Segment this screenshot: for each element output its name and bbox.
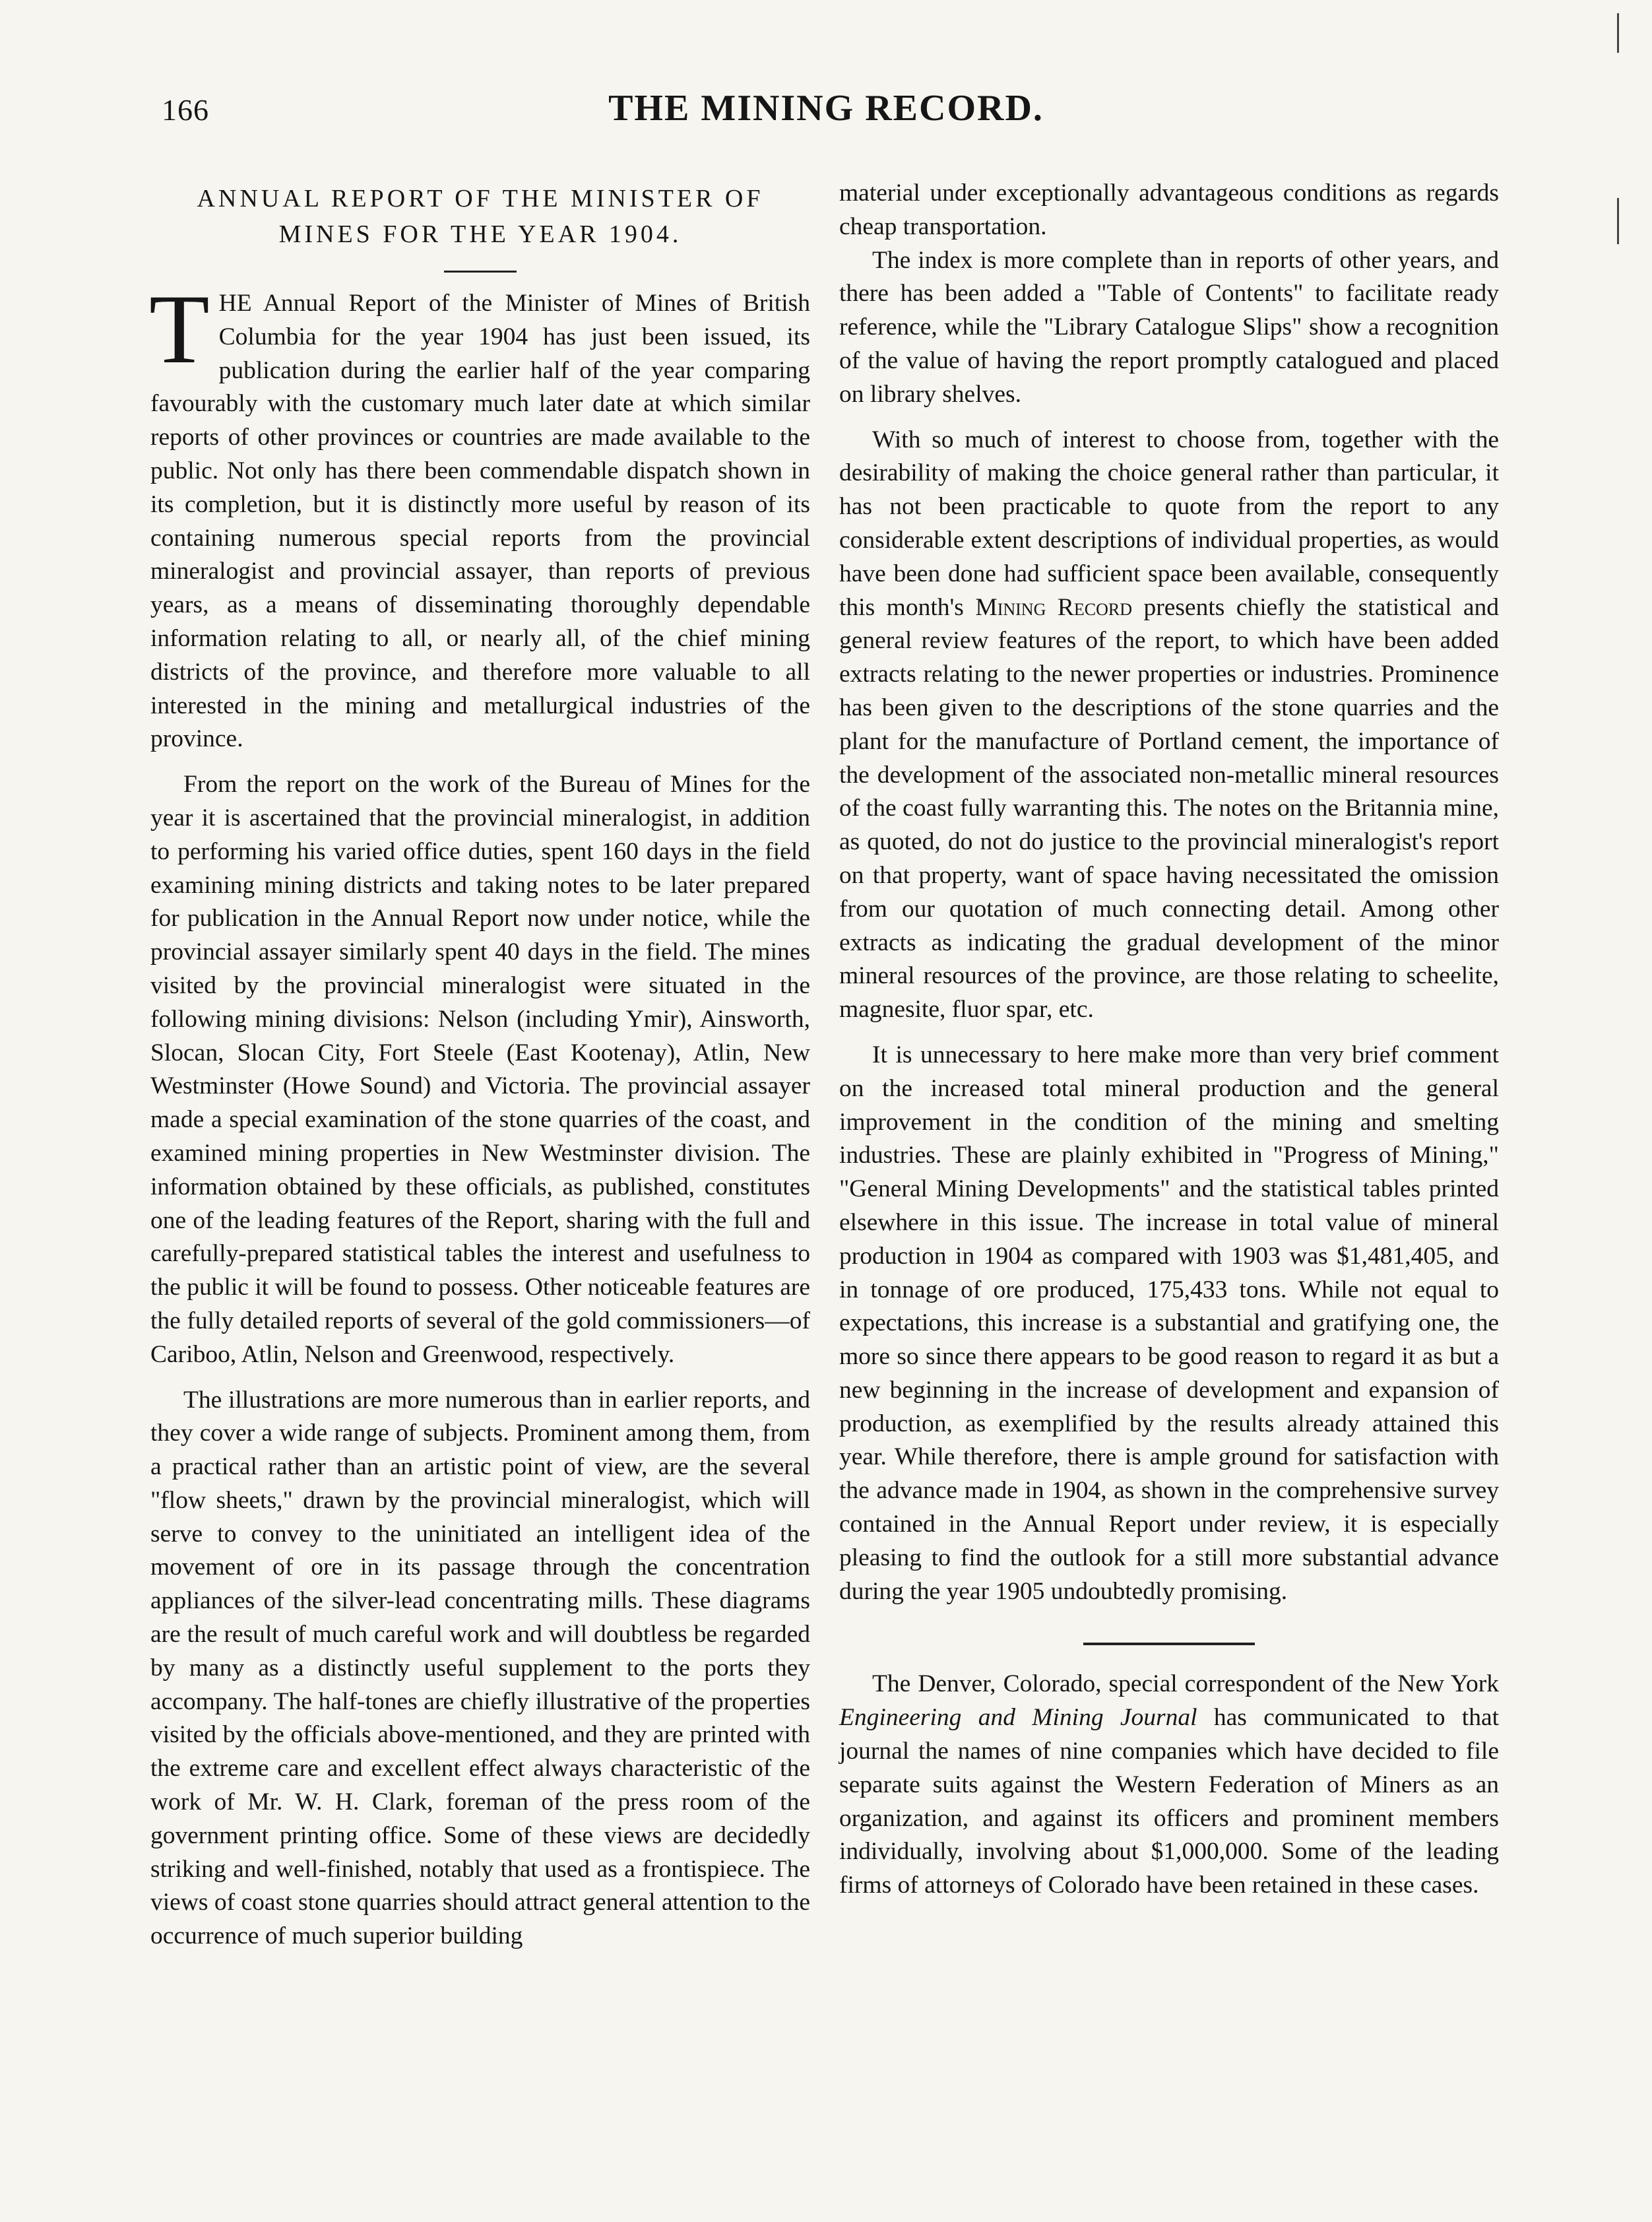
paragraph-6: It is unnecessary to here make more than very brief comment on the increased total mineral production and the general improvement in the condition of the mining and smelting industries. These are plainly exhibited in "Progress of Mining," "General Mining Developments" and the statistical tables printed elsewhere in this issue. The increase in total value of mineral production in 1904 as compared with 1903 was $1,481,405, and in tonnage of ore produced, 175,433 tons. While not equal to expectations, this increase is a substantial and gratifying one, the more so since there appears to be good reason to regard it as but a new beginning in the increase of development and expansion of production, as exemplified by the results already attained this year. While therefore, there is ample ground for satisfaction with the advance made in 1904, as shown in the comprehensive survey contained in the Annual Report under review, it is especially pleasing to find the outlook for a still more substantial advance during the year 1905 undoubtedly promising. [839, 1041, 1499, 1605]
paragraph-5-text-a: With so much of interest to choose from, together with the desirability of making the choice general rather than particular, it has not been practicable to quote from the report to any considerable extent descriptions of individual properties, as would have been done had sufficient space been available, consequently this month's [839, 426, 1499, 621]
right-column [839, 177, 1499, 1903]
note-text-a: The Denver, Colorado, special correspondent of the New York [872, 1670, 1499, 1698]
margin-mark-mid [1617, 198, 1619, 244]
section-divider [1083, 1643, 1255, 1645]
drop-cap: T [149, 275, 210, 384]
paragraph-1-text: HE Annual Report of the Minister of Mines of British Columbia for the year 1904 has just been issued, its publication during the earlier half of the year comparing favourably with the customary much later date at which similar reports of other provinces or countries are made available to the public. Not only has there been commendable dispatch shown in its completion, but it is distinctly more useful by reason of its containing numerous special reports from the provincial mineralogist and provincial assayer, than reports of previous years, as a means of disseminating thoroughly dependable information relating to all, or nearly all, of the chief mining districts of the province, and therefore more valuable to all interested in the mining and metallurgical industries of the province. [150, 290, 810, 753]
note-journal-name: Engineering and Mining Journal [839, 1704, 1197, 1732]
title-rule [444, 271, 517, 273]
paragraph-3: The illustrations are more numerous than in earlier reports, and they cover a wide range of subjects. Prominent among them, from a practical rather than an artistic point of view, are the several "flow sheets," drawn by the provincial mineralogist, which will serve to convey to the uninitiated an intelligent idea of the movement of ore in its passage through the concentration appliances of the silver-lead concentrating mills. These diagrams are the result of much careful work and will doubtless be regarded by many as a distinctly useful supplement to the ports they accompany. The half-tones are chiefly illustrative of the properties visited by the officials above-mentioned, and they are printed with the extreme care and excellent effect always characteristic of the work of Mr. W. H. Clark, foreman of the press room of the government printing office. Some of these views are decidedly striking and well-finished, notably that used as a frontispiece. The views of coast stone quarries should attract general attention to the occurrence of much superior building [150, 1386, 810, 1950]
left-column [150, 177, 810, 1953]
note-text-b: has communicated to that journal the names of nine companies which have decided to file separate suits against the Western Federation of Miners as an organization, and against its officers and prominent members individually, involving about $1,000,000. Some of the leading firms of attorneys of Colorado have been retained in these cases. [839, 1704, 1500, 1899]
paragraph-5 [839, 424, 1499, 1027]
margin-mark-top [1617, 13, 1619, 53]
article-title [150, 181, 810, 252]
note-paragraph [839, 1668, 1499, 1903]
paragraph-3-continued: material under exceptionally advantageous conditions as regards cheap transportation. [839, 180, 1499, 240]
article-title-line-1: ANNUAL REPORT OF THE MINISTER OF [197, 185, 764, 212]
page-number: 166 [162, 93, 209, 127]
paragraph-4: The index is more complete than in reports of other years, and there has been added a "Table of Contents" to facilitate ready reference, while the "Library Catalogue Slips" show a recognition of the value of having the report promptly catalogued and placed on library shelves. [839, 246, 1499, 408]
paragraph-1 [149, 275, 810, 756]
article-title-line-2: MINES FOR THE YEAR 1904. [278, 220, 682, 248]
running-head: THE MINING RECORD. [608, 88, 1044, 129]
journal-name: Mining Record [975, 593, 1132, 621]
paragraph-2: From the report on the work of the Bureau of Mines for the year it is ascertained that the provincial mineralogist, in addition to performing his varied office duties, spent 160 days in the field examining mining districts and taking notes to be later prepared for publication in the Annual Report now under notice, while the provincial assayer similarly spent 40 days in the field. The mines visited by the provincial mineralogist were situated in the following mining divisions: Nelson (including Ymir), Ainsworth, Slocan, Slocan City, Fort Steele (East Kootenay), Atlin, New Westminster (Howe Sound) and Victoria. The provincial assayer made a special examination of the stone quarries of the coast, and examined mining properties in New Westminster division. The information obtained by these officials, as published, constitutes one of the leading features of the Report, sharing with the full and carefully-prepared statistical tables the interest and usefulness to the public it will be found to possess. Other noticeable features are the fully detailed reports of several of the gold commissioners—of Cariboo, Atlin, Nelson and Greenwood, respectively. [150, 771, 810, 1368]
paragraph-5-text-b: presents chiefly the statistical and general review features of the report, to which have been added extracts relating to the newer properties or industries. Prominence has been given to the descriptions of the stone quarries and the plant for the manufacture of Portland cement, the importance of the development of the associated non-metallic mineral resources of the coast fully warranting this. The notes on the Britannia mine, as quoted, do not do justice to the provincial mineralogist's report on that property, want of space having necessitated the omission from our quotation of much connecting detail. Among other extracts as indicating the gradual development of the minor mineral resources of the province, are those relating to scheelite, magnesite, fluor spar, etc. [839, 593, 1499, 1024]
